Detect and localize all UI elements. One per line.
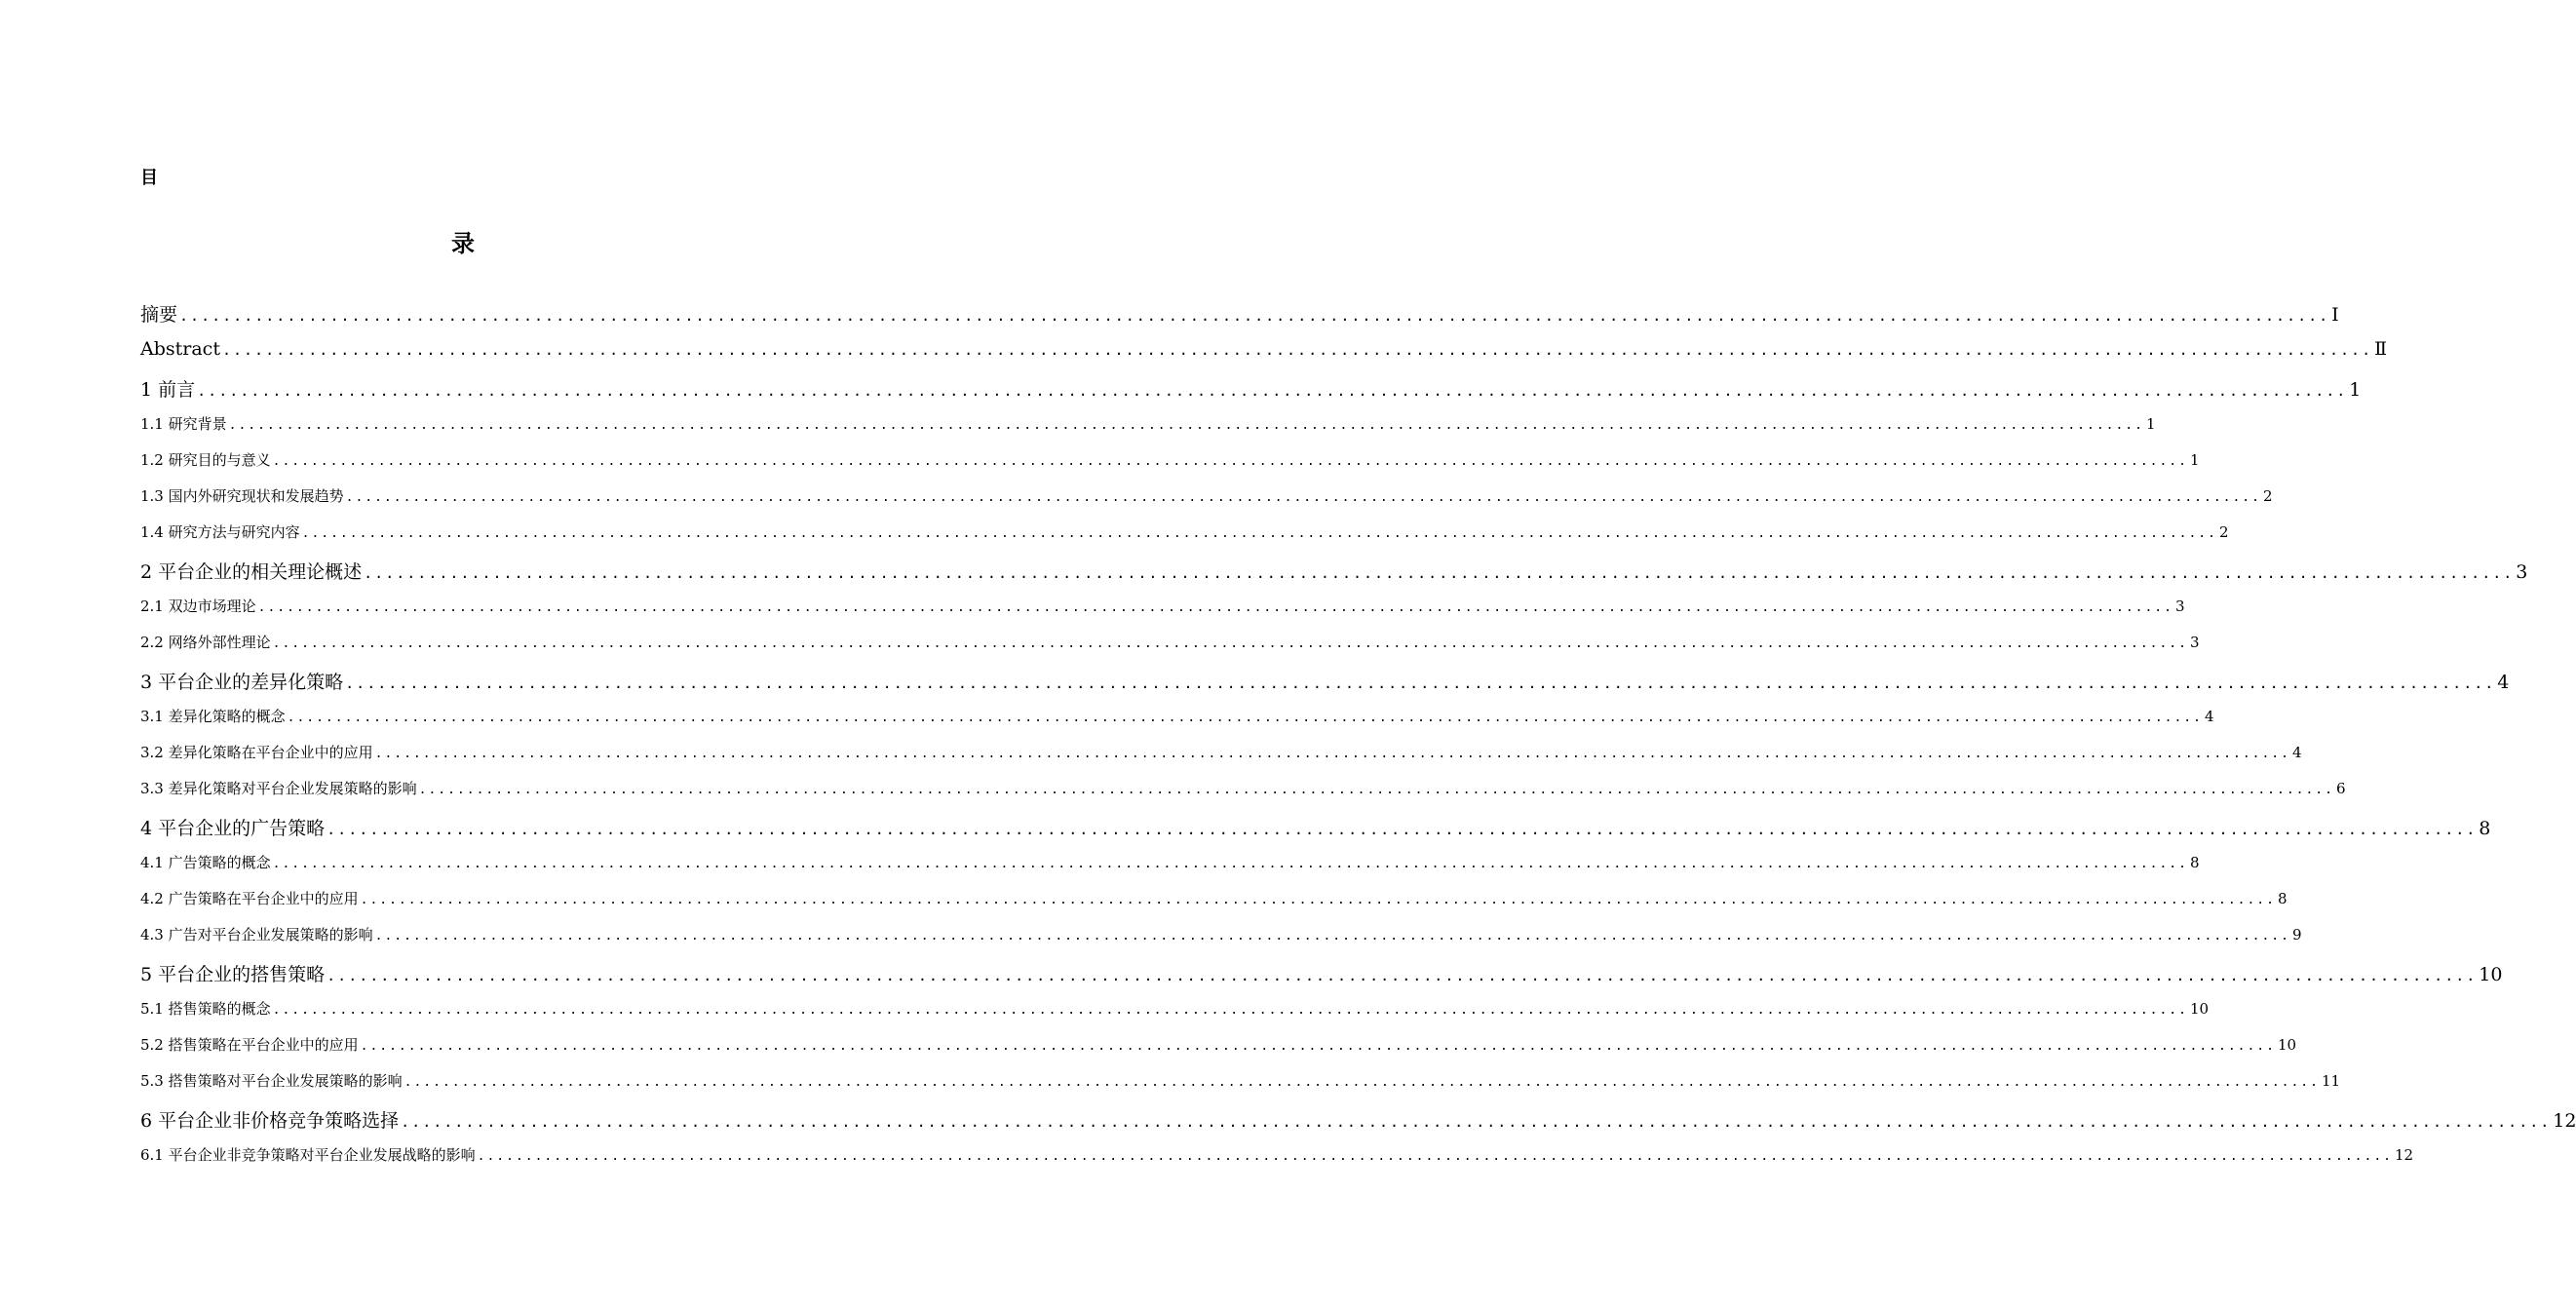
toc-entry-page-number: Ⅱ — [2374, 337, 2388, 360]
toc-entry-label: 5.2 搭售策略在平台企业中的应用 — [140, 1035, 359, 1054]
toc-entry-label: 6 平台企业非价格竞争策略选择 — [140, 1110, 400, 1133]
toc-entry-page-number: 4 — [2204, 707, 2214, 725]
toc-entry-section[interactable] — [140, 1144, 2414, 1180]
toc-dot-leader: ........................................................................................................................................................................................................ — [401, 1113, 2552, 1132]
toc-dot-leader: ........................................................................................................................................................................................................ — [345, 674, 2496, 693]
toc-entry-label: 3 平台企业的差异化策略 — [140, 672, 344, 694]
toc-entry-label: 3.3 差异化策略对平台企业发展策略的影响 — [140, 780, 417, 797]
toc-dot-leader: ........................................................................................................................................................................................................ — [374, 746, 2290, 761]
toc-entry-section[interactable] — [140, 924, 2302, 960]
toc-entry-label: 1.4 研究方法与研究内容 — [140, 523, 300, 542]
toc-entry-page-number: 6 — [2335, 780, 2346, 797]
toc-dot-leader: ........................................................................................................................................................................................................ — [221, 340, 2373, 359]
toc-entry-section[interactable] — [140, 778, 2346, 814]
toc-entry-section[interactable] — [140, 596, 2185, 632]
toc-entry-page-number: 3 — [2174, 597, 2185, 615]
toc-title-second-char: 录 — [451, 229, 475, 257]
toc-dot-leader: ........................................................................................................................................................................................................ — [345, 489, 2261, 505]
toc-entry-page-number: 10 — [2189, 999, 2210, 1018]
toc-entry-chapter[interactable] — [140, 960, 2503, 998]
toc-entry-section[interactable] — [140, 852, 2200, 888]
toc-dot-leader: ........................................................................................................................................................................................................ — [301, 526, 2217, 542]
toc-entry-section[interactable] — [140, 742, 2302, 778]
toc-entry-label: 6.1 平台企业非竞争策略对平台企业发展战略的影响 — [140, 1145, 476, 1164]
toc-entry-page-number: 4 — [2497, 672, 2510, 694]
toc-entry-page-number: 2 — [2218, 523, 2229, 542]
toc-entry-chapter[interactable] — [140, 337, 2388, 376]
toc-entry-label: 1.1 研究背景 — [140, 414, 227, 433]
toc-entry-label: 摘要 — [140, 304, 178, 326]
toc-dot-leader: ........................................................................................................................................................................................................ — [228, 417, 2144, 433]
toc-entry-page-number: 9 — [2291, 926, 2302, 944]
toc-dot-leader: ........................................................................................................................................................................................................ — [418, 783, 2334, 797]
toc-entry-label: 4.2 广告策略在平台企业中的应用 — [140, 889, 359, 907]
toc-entry-chapter[interactable] — [140, 1106, 2576, 1144]
toc-entry-page-number: 3 — [2189, 633, 2200, 651]
toc-entry-page-number: 1 — [2145, 414, 2156, 433]
toc-title-first-char: 目 — [140, 168, 158, 188]
toc-entry-label: 2 平台企业的相关理论概述 — [140, 561, 363, 584]
toc-entry-page-number: 12 — [2553, 1110, 2576, 1133]
toc-entry-section[interactable] — [140, 485, 2273, 521]
toc-dot-leader: ........................................................................................................................................................................................................ — [327, 967, 2478, 985]
toc-entry-section[interactable] — [140, 1070, 2341, 1106]
toc-entry-label: 5.3 搭售策略对平台企业发展策略的影响 — [140, 1072, 403, 1091]
toc-dot-leader: ........................................................................................................................................................................................................ — [272, 1002, 2188, 1018]
toc-entry-section[interactable] — [140, 449, 2200, 485]
toc-entry-page-number: 3 — [2516, 561, 2528, 584]
toc-entry-label: 2.1 双边市场理论 — [140, 597, 256, 615]
toc-dot-leader: ........................................................................................................................................................................................................ — [272, 856, 2188, 871]
toc-dot-leader: ........................................................................................................................................................................................................ — [272, 453, 2188, 469]
toc-entry-section[interactable] — [140, 521, 2229, 558]
toc-entry-label: 4 平台企业的广告策略 — [140, 818, 326, 840]
toc-entry-label: 1.3 国内外研究现状和发展趋势 — [140, 486, 344, 505]
toc-dot-leader: ........................................................................................................................................................................................................ — [179, 307, 2330, 325]
toc-entry-section[interactable] — [140, 888, 2288, 924]
toc-dot-leader: ........................................................................................................................................................................................................ — [257, 599, 2173, 615]
toc-dot-leader: ........................................................................................................................................................................................................ — [360, 892, 2276, 907]
toc-entry-chapter[interactable] — [140, 375, 2362, 413]
toc-dot-leader: ........................................................................................................................................................................................................ — [374, 929, 2290, 944]
toc-entry-page-number: 11 — [2321, 1072, 2341, 1091]
toc-entry-chapter[interactable] — [140, 558, 2528, 596]
toc-entry-page-number: 2 — [2262, 486, 2273, 505]
toc-entry-label: 4.1 广告策略的概念 — [140, 853, 271, 871]
toc-entry-section[interactable] — [140, 1034, 2297, 1070]
toc-dot-leader: ........................................................................................................................................................................................................ — [287, 710, 2203, 725]
toc-entry-page-number: 10 — [2479, 964, 2503, 986]
toc-entry-page-number: 8 — [2479, 818, 2491, 840]
toc-entry-page-number: 4 — [2291, 743, 2302, 761]
toc-dot-leader: ........................................................................................................................................................................................................ — [272, 636, 2188, 651]
toc-entry-label: 4.3 广告对平台企业发展策略的影响 — [140, 926, 373, 944]
toc-entry-page-number: 10 — [2277, 1035, 2297, 1054]
toc-entry-page-number: 1 — [2189, 450, 2200, 469]
toc-entry-label: Abstract — [140, 337, 220, 360]
toc-dot-leader: ........................................................................................................................................................................................................ — [327, 821, 2478, 839]
toc-entry-page-number: Ⅰ — [2331, 304, 2339, 326]
toc-dot-leader: ........................................................................................................................................................................................................ — [404, 1075, 2320, 1091]
toc-dot-leader: ........................................................................................................................................................................................................ — [477, 1148, 2393, 1164]
toc-entry-label: 3.2 差异化策略在平台企业中的应用 — [140, 743, 373, 761]
toc-entry-section[interactable] — [140, 632, 2200, 668]
toc-entry-page-number: 8 — [2189, 853, 2200, 871]
toc-entry-label: 5.1 搭售策略的概念 — [140, 999, 271, 1018]
toc-dot-leader: ........................................................................................................................................................................................................ — [364, 564, 2515, 583]
toc-entry-section[interactable] — [140, 998, 2210, 1034]
toc-entry-label: 5 平台企业的搭售策略 — [140, 964, 326, 986]
table-of-contents — [140, 300, 2576, 1180]
toc-entry-chapter[interactable] — [140, 668, 2510, 706]
toc-entry-label: 3.1 差异化策略的概念 — [140, 707, 286, 725]
toc-entry-page-number: 12 — [2394, 1145, 2414, 1164]
toc-entry-chapter[interactable] — [140, 300, 2339, 338]
toc-dot-leader: ........................................................................................................................................................................................................ — [360, 1038, 2276, 1054]
toc-entry-section[interactable] — [140, 706, 2214, 742]
toc-dot-leader: ........................................................................................................................................................................................................ — [197, 382, 2348, 400]
toc-entry-label: 1 前言 — [140, 379, 196, 401]
toc-entry-label: 1.2 研究目的与意义 — [140, 450, 271, 469]
toc-entry-section[interactable] — [140, 413, 2156, 449]
toc-entry-page-number: 1 — [2349, 379, 2362, 401]
toc-entry-chapter[interactable] — [140, 814, 2491, 852]
toc-entry-page-number: 8 — [2277, 889, 2288, 907]
toc-entry-label: 2.2 网络外部性理论 — [140, 633, 271, 651]
